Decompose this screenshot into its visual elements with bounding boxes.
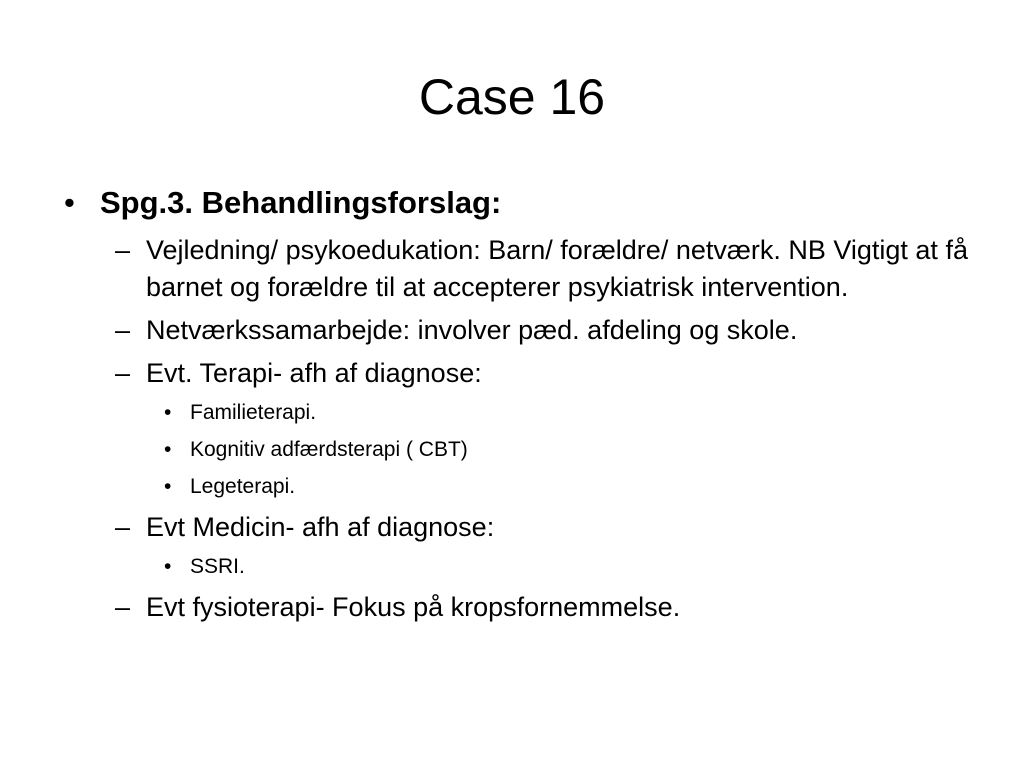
list-item-text: Vejledning/ psykoedukation: Barn/ forældre/ netværk. NB Vigtigt at få barnet og forældre til at accepterer psykiatrisk intervention. <box>146 235 968 302</box>
bullet-icon: • <box>164 401 172 424</box>
list-item <box>62 232 992 306</box>
list-item <box>62 355 992 392</box>
sub-list-item-text: Familieterapi. <box>190 401 317 424</box>
list-item <box>62 589 992 626</box>
bullet-icon: • <box>164 438 172 461</box>
dash-icon: – <box>115 592 131 622</box>
dash-icon: – <box>115 315 131 345</box>
bullet-icon: • <box>64 185 75 220</box>
sub-list-item <box>62 552 992 582</box>
list-item <box>62 509 992 546</box>
list-item-text: Evt Medicin- afh af diagnose: <box>146 512 495 542</box>
slide-body <box>62 178 992 632</box>
sub-list-item <box>62 472 992 502</box>
bullet-icon: • <box>164 475 172 498</box>
bullet-icon: • <box>164 555 172 578</box>
list-item-text: Evt. Terapi- afh af diagnose: <box>146 358 482 388</box>
sub-list-item-text: Kognitiv adfærdsterapi ( CBT) <box>190 438 468 461</box>
dash-icon: – <box>115 358 131 388</box>
sub-list-item-text: Legeterapi. <box>190 475 296 498</box>
sub-list-item <box>62 435 992 465</box>
sub-list-item <box>62 398 992 428</box>
slide-title: Case 16 <box>418 69 606 125</box>
list-item-text: Evt fysioterapi- Fokus på kropsfornemmelse. <box>146 592 681 622</box>
list-item-text: Netværkssamarbejde: involver pæd. afdeling og skole. <box>146 315 798 345</box>
heading-bullet <box>62 178 992 228</box>
list-item <box>62 312 992 349</box>
dash-icon: – <box>115 235 131 265</box>
heading-text: Spg.3. Behandlingsforslag: <box>100 185 502 220</box>
sub-list-item-text: SSRI. <box>190 555 245 578</box>
dash-icon: – <box>115 512 131 542</box>
